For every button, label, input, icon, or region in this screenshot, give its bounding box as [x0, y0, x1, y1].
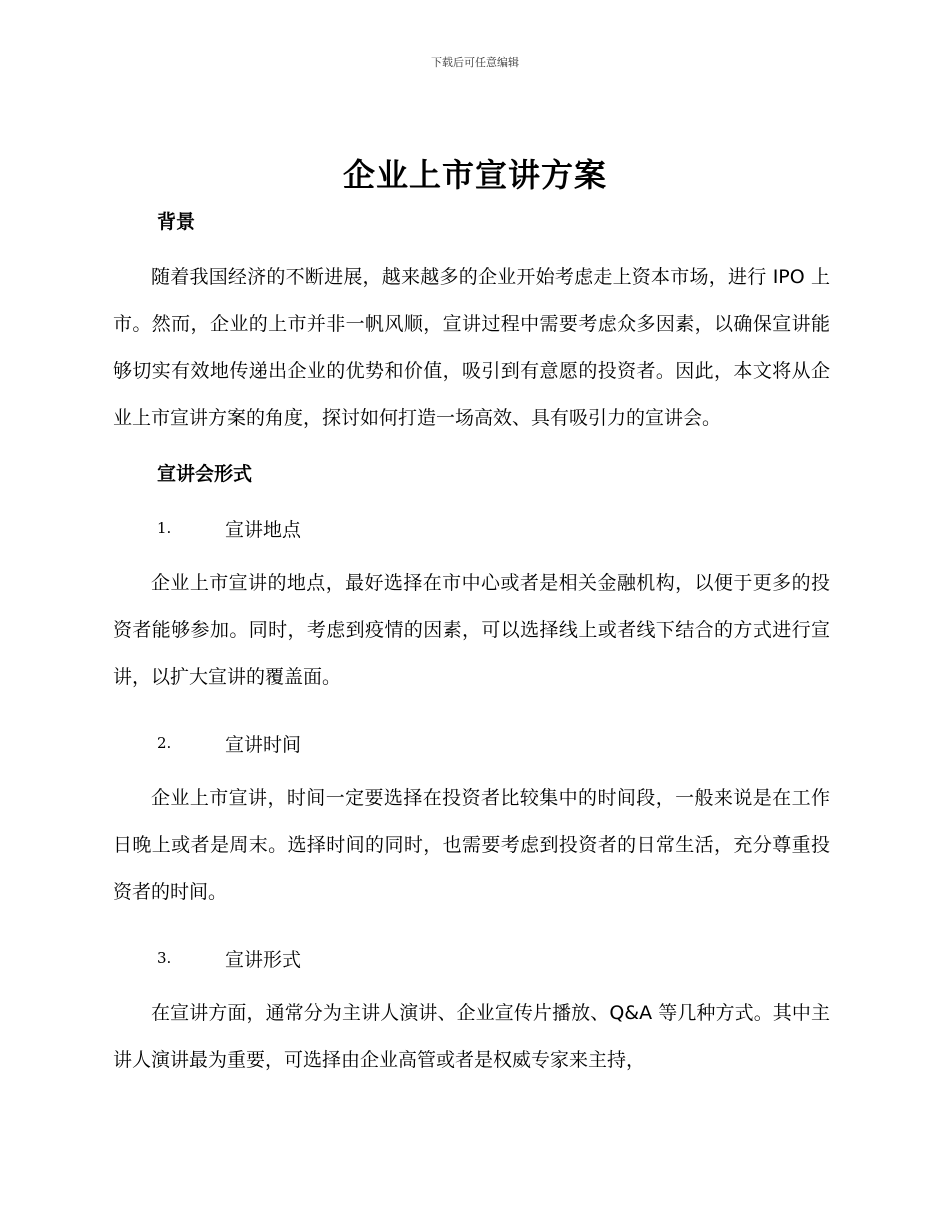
section-heading-format: 宣讲会形式	[157, 463, 253, 485]
list-label: 宣讲时间	[225, 733, 302, 756]
background-paragraph: 随着我国经济的不断进展，越来越多的企业开始考虑走上资本市场，进行 IPO 上市。然而，企业的上市并非一帆风顺，宣讲过程中需要考虑众多因素，以确保宣讲能够切实有效地传递出企业的优势和价值，吸引到有意愿的投资者。因此，本文将从企业上市宣讲方案的角度，探讨如何打造一场高效、具有吸引力的宣讲会。	[113, 266, 830, 429]
location-paragraph: 企业上市宣讲的地点，最好选择在市中心或者是相关金融机构，以便于更多的投资者能够参加。同时，考虑到疫情的因素，可以选择线上或者线下结合的方式进行宣讲，以扩大宣讲的覆盖面。	[113, 572, 830, 688]
document-title: 企业上市宣讲方案	[342, 156, 607, 194]
list-label: 宣讲地点	[225, 518, 302, 541]
header-note: 下载后可任意编辑	[431, 56, 519, 69]
list-item-time	[157, 711, 830, 775]
list-number: 3.	[157, 949, 172, 967]
list-number: 2.	[157, 734, 172, 752]
list-number: 1.	[157, 519, 172, 537]
section-heading-background: 背景	[157, 211, 196, 233]
list-label: 宣讲形式	[225, 948, 302, 971]
list-item-location	[157, 496, 830, 560]
time-paragraph: 企业上市宣讲，时间一定要选择在投资者比较集中的时间段，一般来说是在工作日晚上或者是周末。选择时间的同时，也需要考虑到投资者的日常生活，充分尊重投资者的时间。	[113, 787, 830, 903]
form-paragraph: 在宣讲方面，通常分为主讲人演讲、企业宣传片播放、Q&A 等几种方式。其中主讲人演讲最为重要，可选择由企业高管或者是权威专家来主持，	[113, 1002, 830, 1071]
list-item-form	[157, 926, 830, 990]
document-body	[113, 200, 830, 1084]
